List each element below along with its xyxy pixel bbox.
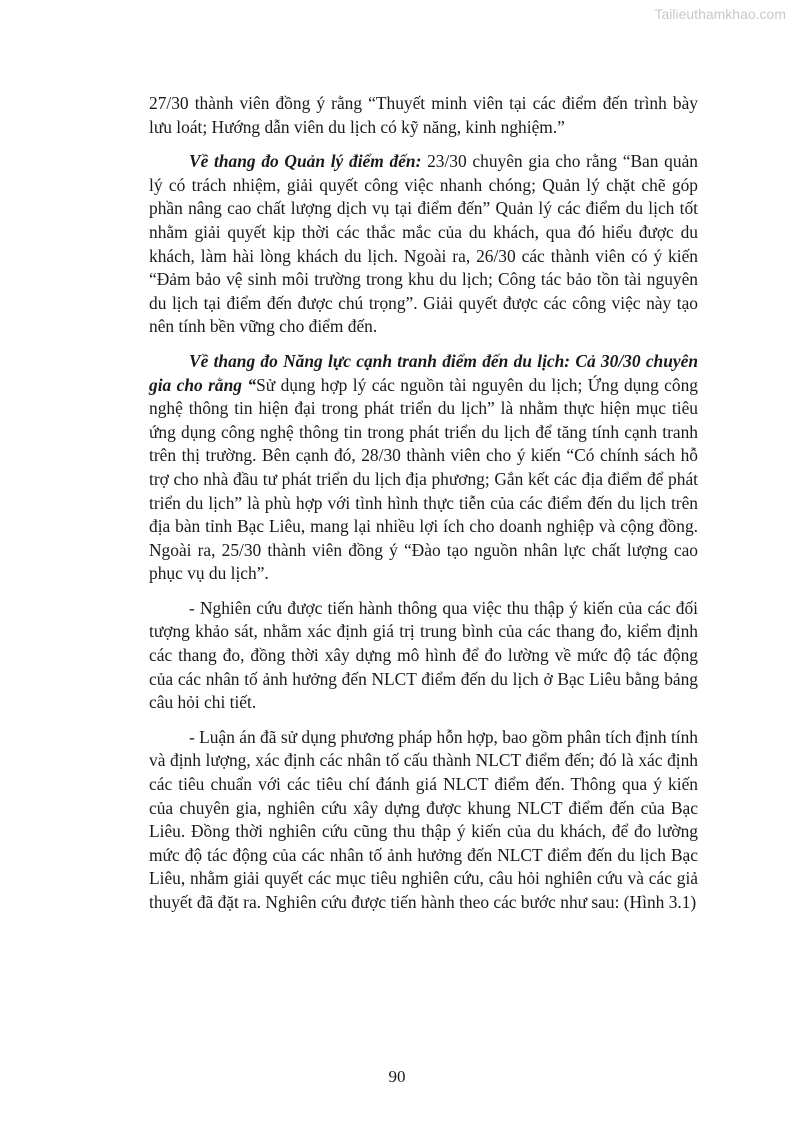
paragraph-1 [149, 92, 698, 139]
paragraph-text: - Nghiên cứu được tiến hành thông qua việc thu thập ý kiến của các đối tượng khảo sát, nhằm xác định giá trị trung bình của các thang đo, kiểm định các thang đo, đồng thời xây dựng mô hình để đo lường về mức độ tác động của các nhân tố ảnh hưởng đến NLCT điểm đến du lịch ở Bạc Liêu bằng bảng câu hỏi chi tiết. [149, 597, 698, 713]
paragraph-4 [149, 597, 698, 715]
paragraph-lead: Về thang đo Năng lực cạnh tranh điểm đến du lịch: Cả 30/30 chuyên gia cho rằng “ [149, 350, 698, 395]
paragraph-text: Sử dụng hợp lý các nguồn tài nguyên du lịch; Ứng dụng công nghệ thông tin hiện đại trong phát triển du lịch” là nhằm thực hiện mục tiêu ứng dụng công nghệ thông tin trong phát triển du lịch để tăng tính cạnh tranh trên thị trường. Bên cạnh đó, 28/30 thành viên cho ý kiến “Có chính sách hỗ trợ cho nhà đầu tư phát triển du lịch địa phương; Gắn kết các địa điểm để phát triển du lịch” là phù hợp với tình hình thực tiễn của các điểm đến du lịch trên địa bàn tỉnh Bạc Liêu, mang lại nhiều lợi ích cho doanh nghiệp và cộng đồng. Ngoài ra, 25/30 thành viên đồng ý “Đào tạo nguồn nhân lực chất lượng cao phục vụ du lịch”. [149, 374, 698, 584]
paragraph-text: - Luận án đã sử dụng phương pháp hỗn hợp, bao gồm phân tích định tính và định lượng, xác định các nhân tố cấu thành NLCT điểm đến; đó là xác định các tiêu chuẩn với các tiêu chí đánh giá NLCT điểm đến. Thông qua ý kiến của chuyên gia, nghiên cứu xây dựng được khung NLCT điểm đến của Bạc Liêu. Đồng thời nghiên cứu cũng thu thập ý kiến của du khách, để đo lường mức độ tác động của các nhân tố ảnh hưởng đến NLCT điểm đến du lịch Bạc Liêu, nhằm giải quyết các mục tiêu nghiên cứu, câu hỏi nghiên cứu và các giả thuyết đã đặt ra. Nghiên cứu được tiến hành theo các bước như sau: (Hình 3.1) [149, 726, 698, 912]
paragraph-3 [149, 350, 698, 586]
document-body [149, 92, 698, 926]
paragraph-text: 23/30 chuyên gia cho rằng “Ban quản lý có trách nhiệm, giải quyết công việc nhanh chóng; Quản lý chặt chẽ góp phần nâng cao chất lượng dịch vụ tại điểm đến” Quản lý các điểm du lịch tốt nhằm giải quyết kịp thời các thắc mắc của du khách, qua đó hiểu được du khách, làm hài lòng khách du lịch. Ngoài ra, 26/30 các thành viên có ý kiến “Đảm bảo vệ sinh môi trường trong khu du lịch; Công tác bảo tồn tài nguyên du lịch tại điểm đến được chú trọng”. Giải quyết được các công việc này tạo nên tính bền vững cho điểm đến. [149, 151, 698, 337]
paragraph-text: 27/30 thành viên đồng ý rằng “Thuyết minh viên tại các điểm đến trình bày lưu loát; Hướng dẫn viên du lịch có kỹ năng, kinh nghiệm.” [149, 93, 698, 137]
paragraph-5 [149, 726, 698, 915]
page-number: 90 [388, 1067, 406, 1086]
paragraph-2 [149, 150, 698, 339]
paragraph-lead: Về thang đo Quản lý điểm đến: [189, 151, 422, 172]
watermark: Tailieuthamkhao.com [654, 6, 786, 22]
